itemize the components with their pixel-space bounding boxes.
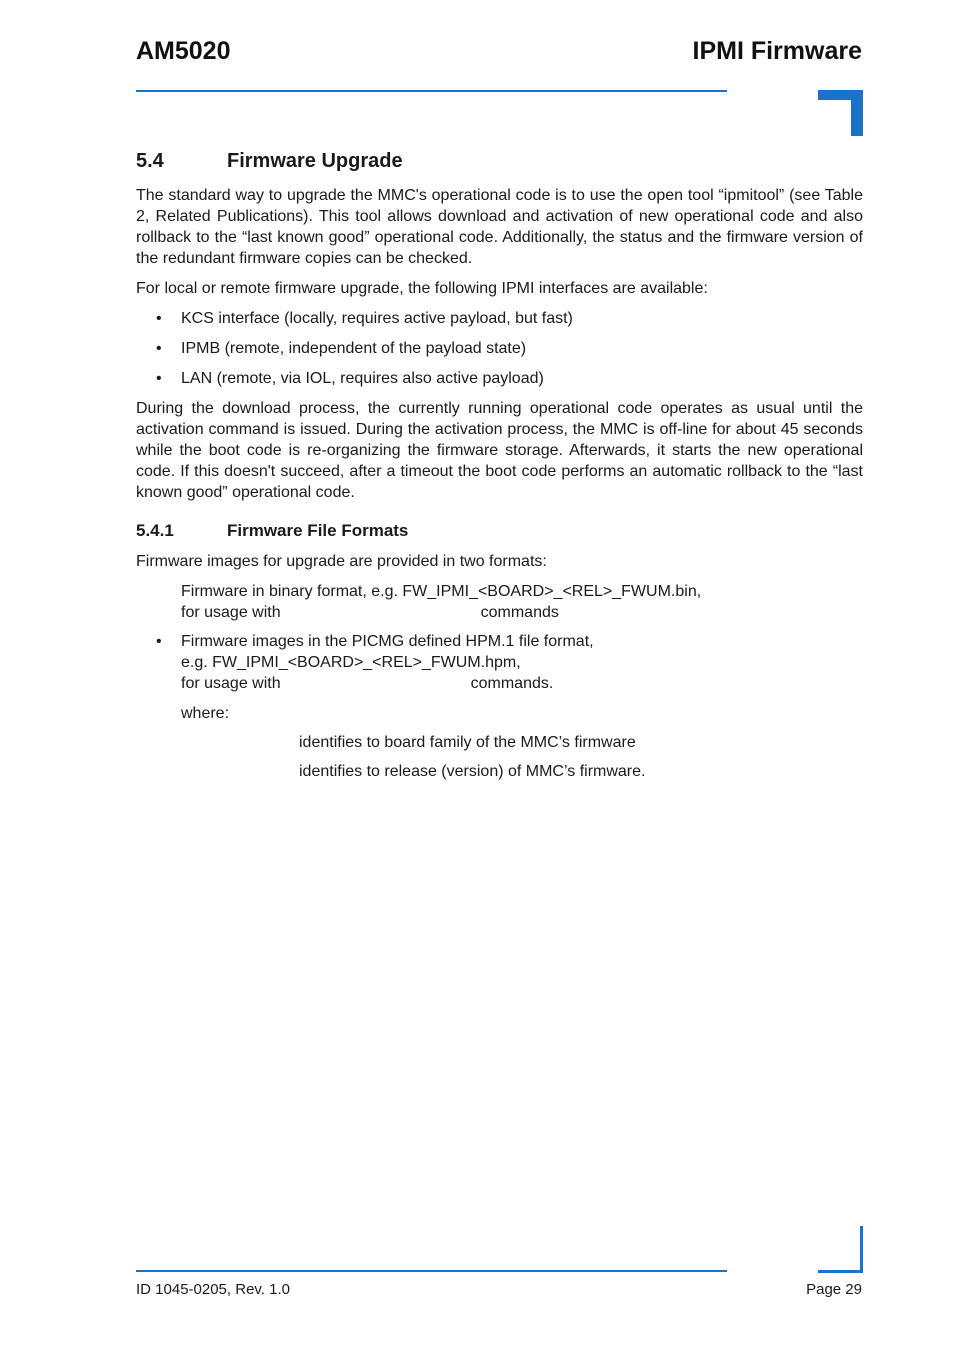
format-hpm: • Firmware images in the PICMG defined HPM.1 file format, e.g. FW_IPMI_<BOARD>_<REL>_FWUM.hpm, for usage with commands. [156, 633, 594, 692]
list-item: • LAN (remote, via IOL, requires also active payload) [156, 370, 544, 387]
header-product: AM5020 [136, 37, 231, 65]
where-label: where: [181, 705, 230, 722]
section-paragraph-2: For local or remote firmware upgrade, the following IPMI interfaces are available: [136, 280, 708, 297]
definition-release: identifies to release (version) of MMC’s firmware. [299, 763, 646, 780]
subsection-title: Firmware File Formats [227, 521, 409, 540]
section-title: Firmware Upgrade [227, 150, 403, 172]
section-paragraph-1: The standard way to upgrade the MMC's operational code is to use the open tool “ipmitool” (see Table 2, Related Publications). This tool allows download and activation of new operational code and also rollback to the “last known good” operational code. Additionally, the status and the firmware version of the redundant firmware copies can be checked. [136, 187, 863, 267]
footer-rule [136, 1270, 727, 1272]
subsection-heading [136, 521, 863, 541]
bullet-icon: • [156, 340, 162, 357]
section-paragraph-3: During the download process, the currently running operational code operates as usual until the activation command is issued. During the activation process, the MMC is off-line for about 45 seconds while the boot code is re-organizing the firmware storage. Afterwards, it starts the new operational code. If this doesn't succeed, after a timeout the boot code performs an automatic rollback to the “last known good” operational code. [136, 400, 863, 501]
list-item: • IPMB (remote, independent of the payload state) [156, 340, 527, 357]
list-item: • KCS interface (locally, requires active payload, but fast) [156, 310, 573, 327]
format-list [136, 631, 863, 694]
interface-list [136, 308, 863, 389]
definition-board: identifies to board family of the MMC’s firmware [299, 734, 636, 751]
section-heading [136, 150, 863, 173]
header-corner-mark-vertical [851, 90, 863, 136]
subsection-number: 5.4.1 [136, 521, 174, 540]
footer-page-number: Page 29 [806, 1281, 862, 1298]
page-content [136, 150, 863, 790]
bullet-icon: • [156, 633, 162, 650]
header-section-title: IPMI Firmware [692, 37, 862, 65]
footer-corner-mark [818, 1270, 863, 1273]
subsection-intro: Firmware images for upgrade are provided in two formats: [136, 553, 547, 570]
footer-corner-mark-vertical [860, 1226, 863, 1272]
bullet-icon: • [156, 310, 162, 327]
header-rule [136, 90, 727, 92]
format-binary: Firmware in binary format, e.g. FW_IPMI_<BOARD>_<REL>_FWUM.bin, for usage with commands [181, 583, 702, 621]
footer-doc-id: ID 1045-0205, Rev. 1.0 [136, 1281, 290, 1298]
bullet-icon: • [156, 370, 162, 387]
section-number: 5.4 [136, 150, 164, 172]
